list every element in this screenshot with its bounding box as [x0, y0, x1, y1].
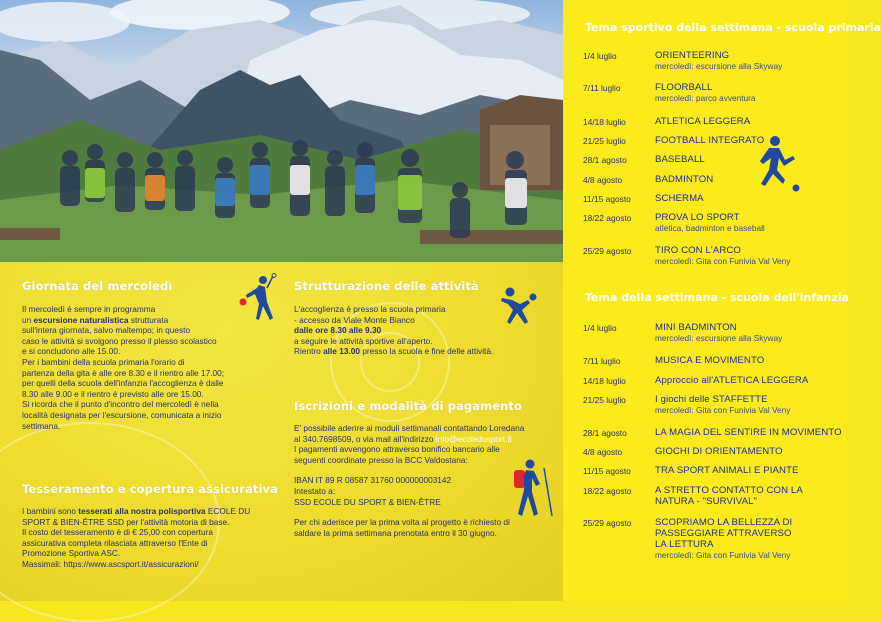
week-date: 25/29 agosto	[583, 246, 632, 256]
strutturazione-line: presso la scuola e fine delle attività.	[359, 346, 494, 357]
week-date: 1/4 luglio	[583, 51, 617, 61]
activity-name: A STRETTO CONTATTO CON LA	[655, 485, 803, 496]
week-date: 4/8 agosto	[583, 175, 623, 185]
activity-name: TIRO CON L'ARCO	[655, 245, 741, 256]
iscrizioni-line: SSD ECOLE DU SPORT & BIEN-ÊTRE	[294, 496, 441, 507]
mountain-scene	[0, 0, 563, 262]
tesseramento-line: Il costo del tesseramento è di € 25,00 con copertura	[22, 527, 213, 538]
giornata-line: Si ricorda che il punto d'incontro del mercoledì è nella	[22, 399, 219, 410]
iscrizioni-title: Iscrizioni e modalità di pagamento	[294, 399, 522, 413]
week-date: 14/18 luglio	[583, 117, 626, 127]
week-date: 25/29 agosto	[583, 518, 632, 528]
group-photo	[0, 0, 563, 262]
activity-name: I giochi delle STAFFETTE	[655, 394, 768, 405]
week-date: 11/15 agosto	[583, 194, 631, 204]
activity-name: FLOORBALL	[655, 82, 713, 93]
activity-note: mercoledì: Gita con Funivia Val Veny	[655, 256, 791, 266]
schedule-panel	[563, 0, 881, 601]
week-date: 1/4 luglio	[583, 323, 617, 333]
activity-name: LA LETTURA	[655, 539, 714, 550]
activity-name: NATURA - "SURVIVAL"	[655, 496, 758, 507]
activity-note: mercoledì: escursione alla Skyway	[655, 333, 783, 343]
tesseramento-highlight: tesserati alla nostra polisportiva	[78, 506, 206, 516]
activity-note: mercoledì: Gita con Funivia Val Veny	[655, 405, 791, 415]
iscrizioni-line: al 340.7698509, o via mail all'indirizzo	[294, 433, 436, 444]
strutturazione-line: Rientro	[294, 346, 324, 357]
giornata-text	[22, 304, 272, 431]
week-date: 11/15 agosto	[583, 466, 631, 476]
tesseramento-link[interactable]: Massimali: https://www.ascsport.it/assicurazioni/	[22, 558, 199, 569]
tesseramento-line: I bambini sono	[22, 506, 79, 516]
info-section	[0, 262, 563, 601]
strutturazione-line: L'accoglienza è presso la scuola primaria	[294, 304, 446, 314]
week-date: 4/8 agosto	[583, 447, 623, 457]
activity-name: PROVA LO SPORT	[655, 212, 740, 223]
tesseramento-line: Promozione Sportiva ASC.	[22, 548, 121, 559]
giornata-line: 8.30 alle 9.00 e il rientro è previsto alle ore 15.00.	[22, 388, 204, 399]
giornata-line: sull'intera giornata, salvo maltempo; in questo	[22, 325, 191, 336]
giornata-title: Giornata del mercoledì	[22, 279, 173, 293]
week-date: 21/25 luglio	[583, 136, 626, 146]
giornata-line: per quelli della scuola dell'infanzia l'accoglienza è dalle	[22, 378, 224, 389]
strutturazione-line: - accesso da Viale Monte Bianco	[294, 314, 415, 325]
activity-name: LA MAGIA DEL SENTIRE IN MOVIMENTO	[655, 427, 842, 438]
week-date: 18/22 agosto	[583, 213, 632, 223]
strutturazione-highlight: alle 13.00	[323, 346, 360, 357]
iscrizioni-line: Intestato a:	[294, 485, 336, 496]
activity-name: SCOPRIAMO LA BELLEZZA DI	[655, 517, 793, 528]
activity-name: Approccio all'ATLETICA LEGGERA	[655, 375, 809, 386]
giornata-line: Per i bambini della scuola primaria l'orario di	[22, 356, 185, 367]
tesseramento-line: ECOLE DU	[205, 506, 251, 516]
activity-name: BASEBALL	[655, 154, 705, 165]
iscrizioni-line: seguenti coordinate presso la BCC Valdostana:	[294, 454, 468, 465]
activity-note: mercoledì: parco avventura	[655, 93, 756, 103]
week-date: 7/11 luglio	[583, 83, 621, 93]
activity-name: PASSEGGIARE ATTRAVERSO	[655, 528, 792, 539]
activity-name: MUSICA E MOVIMENTO	[655, 355, 765, 366]
activity-name: MINI BADMINTON	[655, 322, 737, 333]
iscrizioni-line: Per chi aderisce per la prima volta al progetto è richiesto di	[294, 517, 510, 528]
tesseramento-title: Tesseramento e copertura assicurativa	[22, 482, 278, 496]
activity-note: mercoledì: escursione alla Skyway	[655, 61, 783, 71]
activity-name: GIOCHI DI ORIENTAMENTO	[655, 446, 783, 457]
giornata-line: caso le attività si svolgono presso il plesso scolastico	[22, 335, 217, 346]
week-date: 28/1 agosto	[583, 428, 627, 438]
iscrizioni-line: saldare la prima settimana prenotata entro il 30 giugno.	[294, 527, 497, 538]
hiker-icon	[508, 458, 558, 520]
email-link[interactable]: info@ecoledusport.it	[435, 433, 512, 444]
strutturazione-line: a seguire le attività sportive all'aperto.	[294, 335, 433, 346]
giornata-line: e si concludono alle 15.00.	[22, 346, 121, 357]
tesseramento-line: SPORT & BIEN-ÊTRE SSD per l'attività motoria di base.	[22, 516, 230, 527]
giornata-line: strutturata	[128, 314, 169, 325]
activity-name: TRA SPORT ANIMALI E PIANTE	[655, 465, 799, 476]
tesseramento-text	[22, 506, 282, 570]
activity-name: ORIENTEERING	[655, 50, 730, 61]
activity-note: mercoledì: Gita con Funivia Val Veny	[655, 550, 791, 560]
activity-name: FOOTBALL INTEGRATO	[655, 135, 765, 146]
giornata-line: partenza della gita è alle ore 8.30 e il rientro alle 17.00;	[22, 367, 225, 378]
giornata-line: settimana.	[22, 420, 61, 431]
week-date: 21/25 luglio	[583, 395, 626, 405]
infanzia-title: Tema della settimana - scuola dell'infanzia	[585, 291, 849, 304]
activity-note: atletica, badminton e baseball	[655, 223, 765, 233]
strutturazione-title: Strutturazione delle attività	[294, 279, 479, 293]
strutturazione-highlight: dalle ore 8.30 alle 9.30	[294, 325, 382, 336]
giornata-line: località designata per l'escursione, comunicata a inizio	[22, 409, 222, 420]
week-date: 7/11 luglio	[583, 356, 621, 366]
tesseramento-line: assicurativa completa rilasciata attraverso l'Ente di	[22, 537, 208, 548]
iscrizioni-line: I pagamenti avvengono attraverso bonifico bancario alle	[294, 444, 500, 455]
giornata-highlight: escursione naturalistica	[33, 314, 129, 325]
giornata-line: Il mercoledì è sempre in programma	[22, 304, 156, 314]
week-date: 14/18 luglio	[583, 376, 626, 386]
primaria-title: Tema sportivo della settimana - scuola primaria	[585, 21, 881, 34]
strutturazione-text	[294, 304, 534, 357]
activity-name: BADMINTON	[655, 174, 714, 185]
activity-name: SCHERMA	[655, 193, 704, 204]
week-date: 28/1 agosto	[583, 155, 627, 165]
activity-name: ATLETICA LEGGERA	[655, 116, 751, 127]
iscrizioni-line: E' possibile aderire ai moduli settimanali contattando Loredana	[294, 423, 525, 433]
week-date: 18/22 agosto	[583, 486, 632, 496]
giornata-line: un	[22, 314, 34, 325]
iban-line: IBAN IT 89 R 08587 31760 000000003142	[294, 475, 452, 486]
